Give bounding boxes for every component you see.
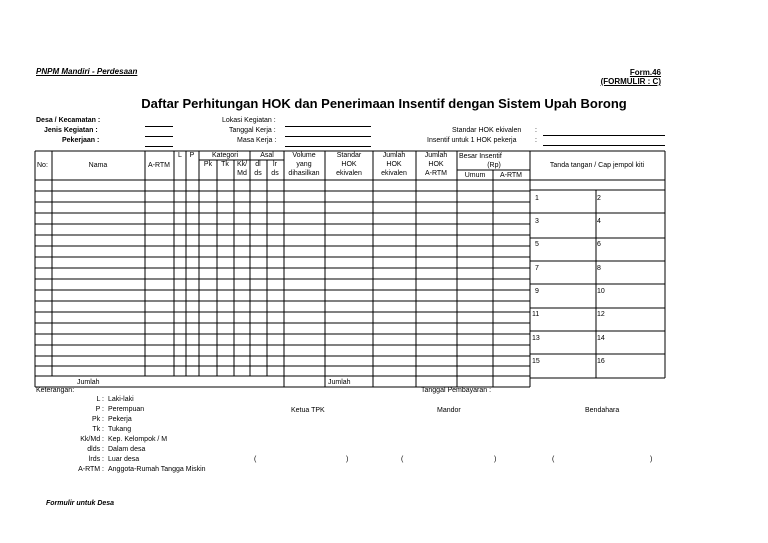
col-tanda-tangan: Tanda tangan / Cap jempol kiti [549,162,645,169]
sig-number: 3 [535,218,539,225]
legend-value: Pekerja [108,416,132,423]
legend-value: Laki-laki [108,396,134,403]
footer-note: Formulir untuk Desa [46,500,115,507]
col-insentif-artm: A-RTM [499,172,523,179]
sign-open: ( [401,456,404,463]
keterangan-title: Keterangan: [36,387,75,394]
legend-key: Kk/Md : [80,436,104,443]
sig-number: 13 [532,335,540,342]
standar-colon: : [535,127,537,134]
col-kk-1: Kk/ [236,161,248,168]
sig-number: 11 [532,311,540,318]
legend-key: A-RTM : [78,466,104,473]
sig-number: 9 [535,288,539,295]
col-lr-1: lr [273,161,277,168]
col-standar-1: Standar [336,152,362,159]
pekerjaan-label: Pekerjaan : [62,137,100,144]
lokasi-label: Lokasi Kegiatan : [222,117,276,124]
insentif-label: Insentif untuk 1 HOK pekerja [427,137,517,144]
col-l: L [178,152,182,159]
legend-value: Dalam desa [108,446,146,453]
col-asal: Asal [260,152,274,159]
sig-number: 5 [535,241,539,248]
org-name: PNPM Mandiri - Perdesaan [36,67,138,76]
col-jumlah-hok-2: HOK [386,161,402,168]
sig-number: 4 [597,218,601,225]
col-dl-2: ds [254,170,262,177]
legend-key: Pk : [91,416,104,423]
col-lr-2: ds [271,170,279,177]
col-pk: Pk [203,161,213,168]
tanggal-label: Tanggal Kerja : [229,127,276,134]
jumlah-label-2: Jumlah [328,379,351,386]
legend-key: P : [95,406,104,413]
col-besar-insentif-rp: (Rp) [487,162,501,169]
col-nama: Nama [88,162,108,169]
sig-number: 1 [535,195,539,202]
sig-number: 15 [532,358,540,365]
sign-close: ) [346,456,349,463]
bendahara-label: Bendahara [585,407,620,414]
col-standar-2: HOK [341,161,357,168]
sig-number: 14 [597,335,605,342]
legend-key: dlds : [87,446,104,453]
legend-value: Kep. Kelompok / M [108,436,168,443]
col-p: P [189,152,195,159]
col-jumlah-hok-3: ekivalen [381,170,407,177]
sig-number: 2 [597,195,601,202]
sig-number: 16 [597,358,605,365]
col-jumlah-artm-2: HOK [428,161,444,168]
col-standar-3: ekivalen [336,170,362,177]
sign-close: ) [650,456,653,463]
col-volume-2: yang [296,161,312,168]
sign-open: ( [254,456,257,463]
col-umum: Umum [464,172,486,179]
col-volume-1: Volume [292,152,316,159]
sign-close: ) [494,456,497,463]
document-title: Daftar Perhitungan HOK dan Penerimaan Insentif dengan Sistem Upah Borong [141,96,627,111]
desa-label: Desa / Kecamatan : [36,117,101,124]
col-artm: A-RTM [147,162,171,169]
sig-number: 12 [597,311,605,318]
masa-label: Masa Kerja : [237,137,277,144]
legend-key: lrds : [88,456,104,463]
col-besar-insentif: Besar Insentif [459,153,502,160]
tanggal-pembayaran: Tanggal Pembayaran : [421,387,492,394]
col-kategori: Kategori [211,152,239,159]
col-jumlah-artm-1: Jumlah [424,152,448,159]
sig-number: 7 [535,265,539,272]
standar-label: Standar HOK ekivalen [452,127,522,134]
ketua-tpk-label: Ketua TPK [291,407,325,414]
col-tk: Tk [221,161,229,168]
col-kk-2: Md [237,170,247,177]
legend-value: Luar desa [108,456,140,463]
form-number: Form.46 [629,68,661,77]
col-volume-3: dihasilkan [288,170,320,177]
jumlah-label-1: Jumlah [77,379,100,386]
legend-value: Anggota-Rumah Tangga Miskin [108,466,206,473]
form-code: (FORMULIR : C) [600,77,661,86]
col-dl-1: dl [255,161,261,168]
legend-key: Tk : [92,426,104,433]
col-jumlah-hok-1: Jumlah [382,152,406,159]
sig-number: 8 [597,265,601,272]
col-no: No: [37,162,48,169]
insentif-colon: : [535,137,537,144]
signature-numbers [532,195,605,365]
sig-number: 10 [597,288,605,295]
mandor-label: Mandor [437,407,461,414]
sig-number: 6 [597,241,601,248]
legend-value: Tukang [108,426,132,433]
legend-value: Perempuan [108,406,145,413]
legend-key: L : [96,396,104,403]
sign-open: ( [552,456,555,463]
jenis-label: Jenis Kegiatan : [44,127,98,134]
col-jumlah-artm-3: A-RTM [424,170,448,177]
